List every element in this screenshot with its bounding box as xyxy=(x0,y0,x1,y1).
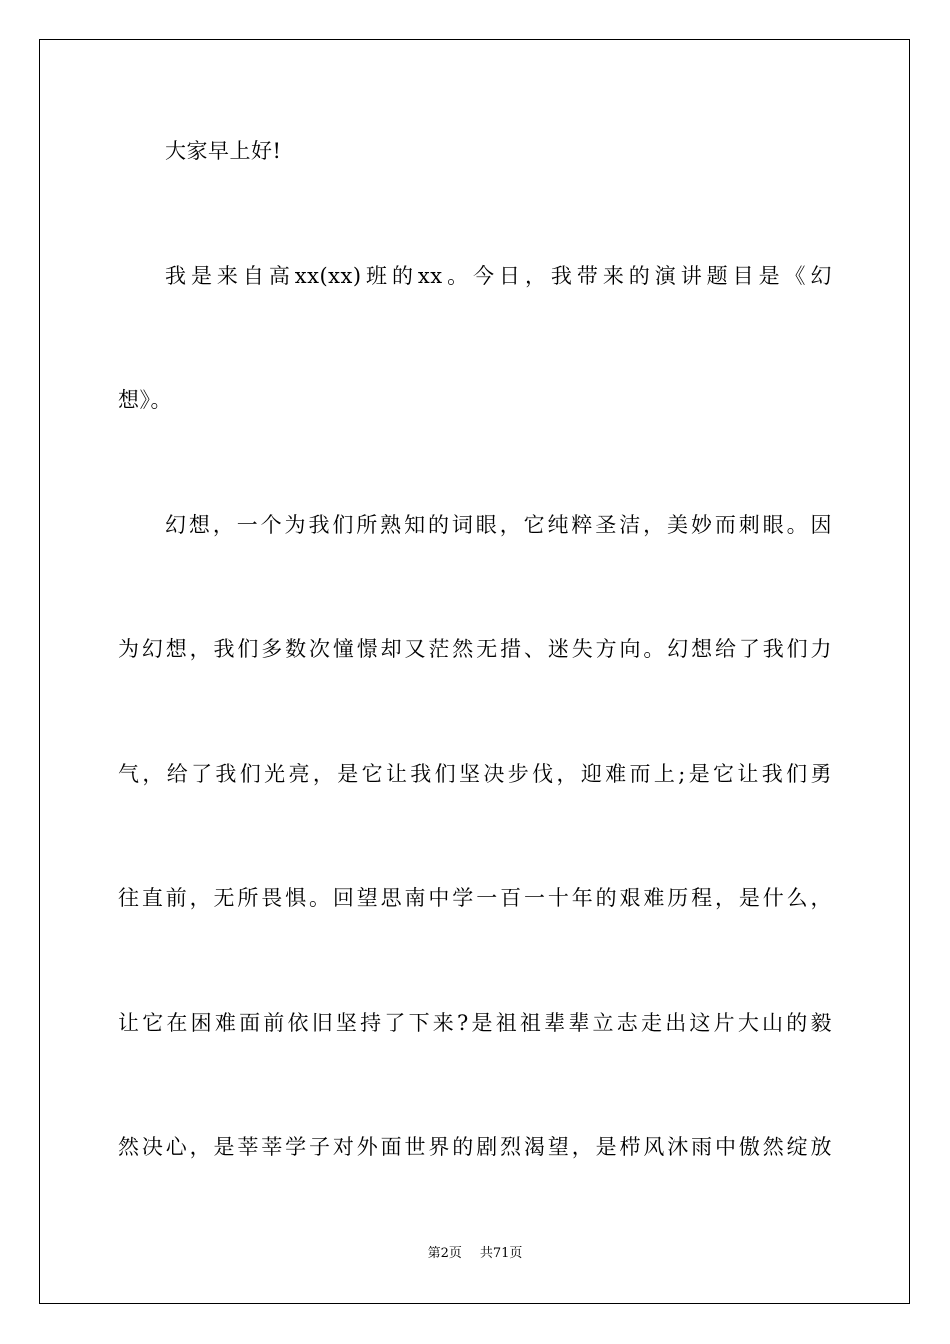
body-line-4: 为幻想，我们多数次憧憬却又茫然无措、迷失方向。幻想给了我们力 xyxy=(118,637,832,661)
page-border xyxy=(39,39,910,1304)
body-line-8: 然决心，是莘莘学子对外面世界的剧烈渴望，是栉风沐雨中傲然绽放 xyxy=(118,1135,832,1159)
body-line-3: 幻想，一个为我们所熟知的词眼，它纯粹圣洁，美妙而刺眼。因 xyxy=(165,513,832,537)
body-line-6: 往直前，无所畏惧。回望思南中学一百一十年的艰难历程，是什么， xyxy=(118,886,832,910)
page-number: 第2页 xyxy=(427,1246,462,1261)
page-total: 共71页 xyxy=(479,1246,523,1261)
body-line-1: 我是来自高xx(xx)班的xx。今日，我带来的演讲题目是《幻 xyxy=(165,264,832,288)
page-footer xyxy=(0,1245,950,1263)
body-line-5: 气，给了我们光亮，是它让我们坚决步伐，迎难而上;是它让我们勇 xyxy=(118,762,832,786)
greeting-line: 大家早上好! xyxy=(165,139,282,163)
body-line-2: 想》。 xyxy=(118,388,172,412)
body-line-7: 让它在困难面前依旧坚持了下来?是祖祖辈辈立志走出这片大山的毅 xyxy=(118,1011,832,1035)
